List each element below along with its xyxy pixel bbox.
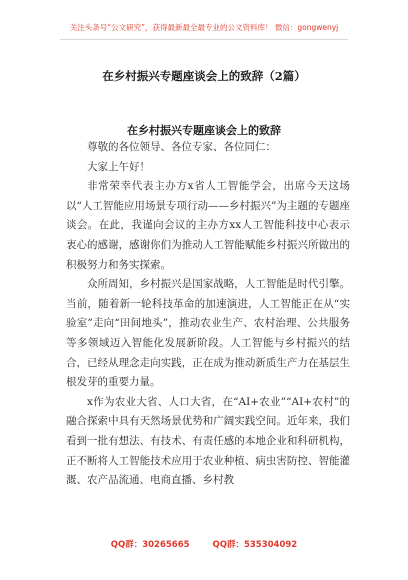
- section-title: 在乡村振兴专题座谈会上的致辞: [127, 124, 281, 137]
- salutation: 尊敬的各位领导、各位专家、各位同仁：: [87, 141, 276, 153]
- footer-contact: [0, 538, 408, 550]
- header-promo-note: 关注头条号“公文研究”，获得最新最全最专业的公文资料库！ 微信：gongwenyj: [69, 23, 339, 32]
- document-title: 在乡村振兴专题座谈会上的致辞（2篇）: [102, 69, 306, 83]
- body-paragraph: 众所周知，乡村振兴是国家战略，人工智能是时代引擎。当前，随着新一轮科技革命的加速演进，人工智能正在从“实验室”走向“田间地头”，推动农业生产、农村治理、公共服务等多领域迈入智能化发展新阶段。人工智能与乡村振兴的结合，已经从理念走向实践，正在成为推动新质生产力在基层生根发芽的重要力量。: [66, 278, 350, 389]
- greeting: 大家上午好！: [87, 160, 150, 173]
- body-paragraph: 非常荣幸代表主办方x省人工智能学会，出席今天这场以“人工智能应用场景专项行动——乡村振兴”为主题的专题座谈会。在此，我谨向会议的主办方xx人工智能科技中心表示衷心的感谢，感谢你们为推动人工智能赋能乡村振兴所做出的积极努力和务实探索。: [66, 180, 350, 271]
- document-body: [66, 138, 350, 491]
- header-divider: [60, 39, 348, 40]
- footer-qq-group-1: QQ群：30265665: [110, 540, 190, 550]
- body-paragraph: x作为农业大省、人口大省，在“AI+农业”“AI+农村”的融合探索中具有天然场景优势和广阔实践空间。近年来，我们看到一批有想法、有技术、有责任感的本地企业和科研机构，正不断将人工智能技术应用于农业种植、病虫害防控、智能灌溉、农产品流通、电商直播、乡村教: [66, 395, 350, 487]
- footer-qq-group-2: QQ群：535304092: [212, 540, 298, 550]
